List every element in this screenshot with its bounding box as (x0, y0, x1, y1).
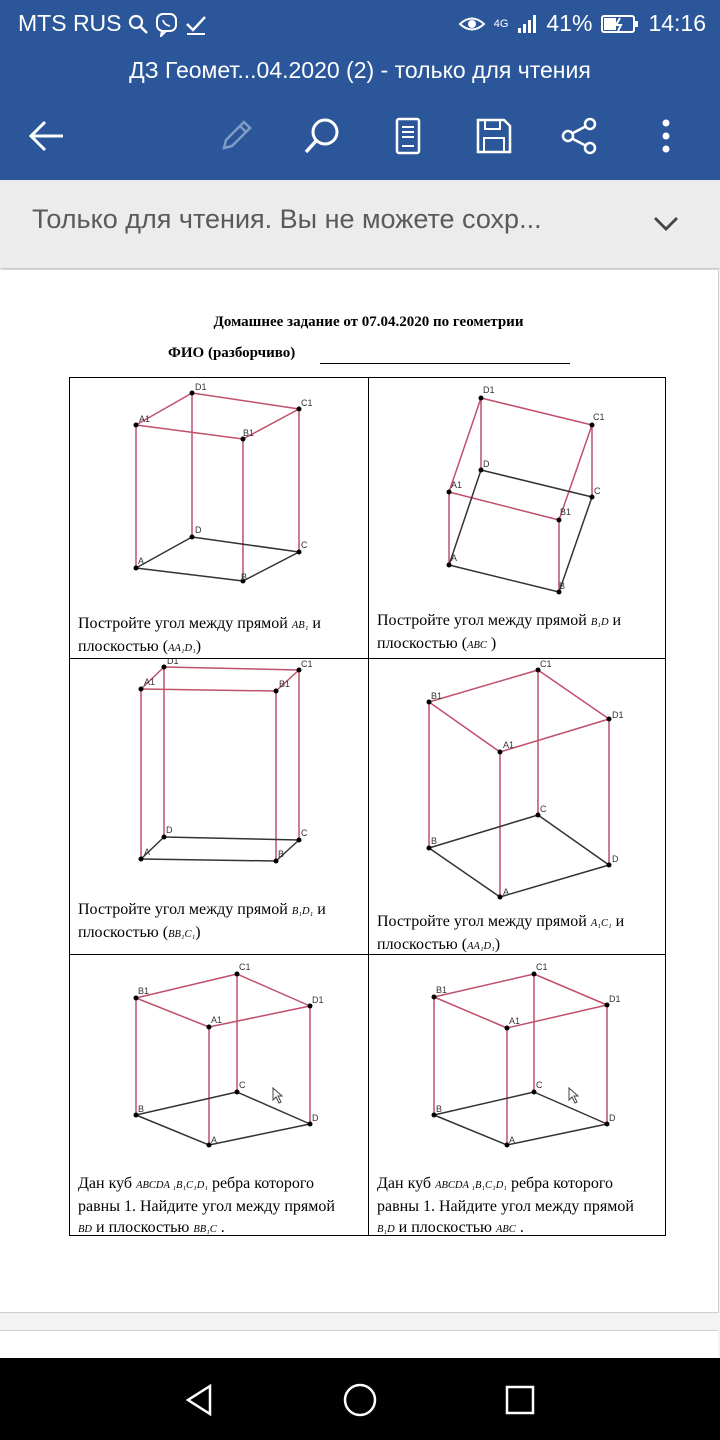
edge (434, 974, 534, 997)
edge (237, 974, 310, 1006)
vertex-point (297, 838, 302, 843)
vertex-label: C (540, 804, 547, 814)
vertex-label: B (241, 572, 248, 582)
vertex-point (207, 1025, 212, 1030)
vertex-label: B1 (560, 507, 572, 517)
check-notification-icon (184, 12, 208, 36)
edge (434, 1092, 534, 1115)
doc-heading: Домашнее задание от 07.04.2020 по геометрии (213, 314, 524, 330)
save-icon (474, 116, 514, 156)
edge (136, 1092, 237, 1115)
vertex-label: B (278, 849, 285, 859)
edge (136, 1115, 209, 1145)
vertex-point (139, 687, 144, 692)
vertex-label: C (301, 828, 308, 838)
vertex-point (162, 835, 167, 840)
read-only-info-bar[interactable] (0, 180, 720, 268)
vertex-label: C1 (301, 398, 313, 408)
vertex-label: B1 (279, 679, 291, 689)
vertex-label: B1 (436, 985, 448, 995)
vertex-label: A (138, 556, 145, 566)
task-caption: Постройте угол между прямой AB₁ и плоскостью (AA₁D₁) (78, 615, 321, 655)
vertex-point (235, 1090, 240, 1095)
search-icon (301, 115, 343, 157)
task-table (69, 377, 666, 1236)
task-cell-1 (70, 378, 368, 658)
nav-back-button[interactable] (178, 1378, 222, 1422)
vertex-label: A1 (451, 480, 463, 490)
read-only-message: Только для чтения. Вы не можете сохр... (32, 204, 542, 234)
edge (434, 997, 507, 1028)
toolbar (0, 92, 720, 180)
carrier-name: MTS RUS (18, 10, 122, 36)
edge (500, 865, 609, 897)
edge (507, 1124, 607, 1145)
vertex-point (498, 750, 503, 755)
edge (429, 670, 538, 702)
vertex-label: C1 (239, 962, 251, 972)
signal-icon (516, 13, 538, 35)
edge (481, 398, 592, 425)
vertex-label: D (612, 854, 619, 864)
status-bar (0, 0, 720, 52)
vertex-label: A1 (144, 677, 156, 687)
edge (429, 702, 500, 752)
edge (136, 998, 209, 1027)
doc-fio-label: ФИО (разборчиво) (168, 345, 296, 361)
vertex-point (447, 563, 452, 568)
edge (192, 537, 299, 552)
edge (534, 974, 607, 1005)
vertex-point (479, 396, 484, 401)
figure-6 (369, 955, 667, 1155)
vertex-label: C (301, 540, 308, 550)
vertex-point (447, 490, 452, 495)
vertex-label: D (609, 1113, 616, 1123)
edge (434, 1115, 507, 1145)
save-button[interactable] (466, 108, 522, 164)
edge (141, 859, 276, 861)
vertex-label: C1 (536, 962, 548, 972)
back-button[interactable] (19, 108, 75, 164)
vertex-label: C (594, 486, 601, 496)
vertex-point (427, 846, 432, 851)
figure-2 (369, 378, 667, 608)
vertex-label: B1 (243, 428, 255, 438)
vertex-label: D (195, 525, 202, 535)
vertex-point (297, 550, 302, 555)
clock: 14:16 (648, 10, 706, 36)
cursor-icon (273, 1088, 282, 1103)
edge (136, 537, 192, 568)
edge (538, 670, 609, 719)
vertex-label: B (559, 581, 566, 591)
document-page (0, 270, 719, 1313)
vertex-label: A1 (509, 1016, 521, 1026)
vertex-label: B1 (138, 986, 150, 996)
vertex-point (532, 972, 537, 977)
vertex-label: A (211, 1135, 218, 1145)
edge (136, 974, 237, 998)
vertex-label: D1 (195, 382, 207, 392)
vertex-label: B (431, 836, 438, 846)
back-nav-icon (182, 1382, 218, 1418)
vertex-point (432, 995, 437, 1000)
task-cell-4 (369, 659, 667, 954)
vertex-point (590, 423, 595, 428)
task-caption: Дан куб ABCDA ₁B₁C₁D₁ ребра которого равны 1. Найдите угол между прямой B₁D и плоскостью ABC . (377, 1175, 634, 1236)
edge (429, 815, 538, 848)
vertex-label: A (144, 847, 151, 857)
vertex-label: D (166, 825, 173, 835)
nav-home-button[interactable] (338, 1378, 382, 1422)
edge (164, 667, 299, 670)
vertex-label: A1 (503, 740, 515, 750)
task-cell-3 (70, 659, 368, 954)
task-cell-2 (369, 378, 667, 658)
vertex-label: D1 (483, 385, 495, 395)
vertex-point (274, 689, 279, 694)
vertex-label: A (509, 1135, 516, 1145)
edge (559, 425, 592, 520)
vertex-point (505, 1026, 510, 1031)
battery-charging-icon (600, 13, 640, 35)
more-options-button[interactable] (638, 108, 694, 164)
eye-comfort-icon (458, 13, 486, 35)
vertex-point (498, 895, 503, 900)
figure-5 (70, 955, 368, 1155)
edge (429, 848, 500, 897)
edge (141, 689, 276, 691)
vertex-point (190, 391, 195, 396)
reading-view-button[interactable] (380, 108, 436, 164)
vertex-label: D1 (609, 994, 621, 1004)
more-icon (646, 116, 686, 156)
search-notification-icon (126, 12, 150, 36)
vertex-point (607, 863, 612, 868)
vertex-label: A1 (211, 1015, 223, 1025)
vertex-point (190, 535, 195, 540)
edge (538, 815, 609, 865)
vertex-label: D1 (167, 659, 179, 666)
figure-3 (70, 659, 368, 899)
vertex-label: D1 (612, 710, 624, 720)
share-button[interactable] (551, 108, 607, 164)
search-button[interactable] (294, 108, 350, 164)
recents-nav-icon (503, 1383, 537, 1417)
vertex-label: B (138, 1104, 145, 1114)
edge (500, 719, 609, 752)
edge (507, 1005, 607, 1028)
vertex-label: A (451, 553, 458, 563)
task-caption: Постройте угол между прямой B₁D и плоскостью (ABC ) (377, 612, 622, 652)
edge (209, 1006, 310, 1027)
edge (449, 565, 559, 592)
vertex-label: D1 (312, 995, 324, 1005)
document-title: ДЗ Геомет...04.2020 (2) - только для чтения (129, 57, 591, 83)
vertex-point (274, 859, 279, 864)
figure-1 (70, 378, 368, 608)
edit-button[interactable] (208, 108, 264, 164)
vertex-point (607, 717, 612, 722)
edit-icon (216, 116, 256, 156)
task-cell-6 (369, 955, 667, 1237)
figure-4 (369, 659, 667, 909)
vertex-label: A1 (139, 414, 151, 424)
task-caption: Дан куб ABCDA ₁B₁C₁D₁ ребра которого равны 1. Найдите угол между прямой BD и плоскостью BB₁C . (78, 1175, 335, 1236)
edge (164, 837, 299, 840)
system-nav-bar (0, 1358, 720, 1440)
vertex-point (134, 423, 139, 428)
edge (192, 393, 299, 409)
edge (243, 552, 299, 581)
viber-notification-icon (154, 11, 180, 37)
vertex-label: C1 (540, 659, 552, 669)
fio-underline (320, 363, 570, 364)
vertex-point (557, 518, 562, 523)
vertex-label: B1 (431, 691, 443, 701)
back-icon (27, 116, 67, 156)
reading-view-icon (388, 116, 428, 156)
network-type: 4G (493, 17, 509, 30)
vertex-label: C1 (593, 412, 605, 422)
edge (449, 398, 481, 492)
document-viewport[interactable] (0, 270, 720, 1358)
vertex-label: D (483, 459, 490, 469)
vertex-point (532, 1090, 537, 1095)
vertex-point (162, 665, 167, 670)
edge (209, 1124, 310, 1145)
vertex-point (235, 972, 240, 977)
vertex-label: C (536, 1080, 543, 1090)
edge (136, 568, 243, 581)
cursor-icon (569, 1088, 578, 1103)
task-cell-5 (70, 955, 368, 1237)
vertex-point (139, 857, 144, 862)
vertex-label: D (312, 1113, 319, 1123)
vertex-point (134, 566, 139, 571)
edge (136, 425, 243, 439)
home-nav-icon (341, 1381, 379, 1419)
chevron-down-icon[interactable] (648, 206, 684, 242)
share-icon (559, 116, 599, 156)
task-caption: Постройте угол между прямой B₁D₁ и плоскостью (BB₁C₁) (78, 901, 326, 941)
vertex-label: A (503, 887, 510, 897)
vertex-label: B (436, 1104, 443, 1114)
vertex-label: C1 (301, 659, 313, 669)
battery-percent: 41% (546, 10, 593, 36)
vertex-label: C (239, 1080, 246, 1090)
document-title-bar (0, 52, 720, 92)
task-caption: Постройте угол между прямой A₁C₁ и плоскостью (AA₁D₁) (377, 913, 625, 953)
nav-recents-button[interactable] (498, 1378, 542, 1422)
vertex-point (134, 996, 139, 1001)
